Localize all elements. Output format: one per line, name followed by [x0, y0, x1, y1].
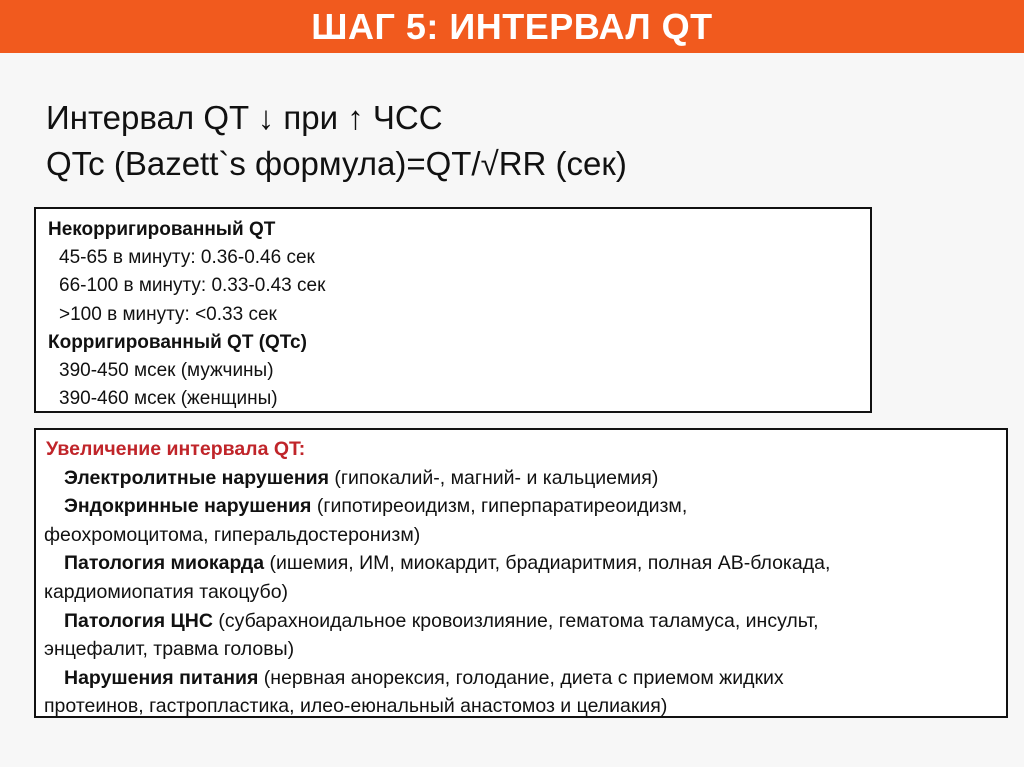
- cause-continuation: кардиомиопатия такоцубо): [44, 580, 289, 603]
- qt-norms-box: [34, 207, 872, 413]
- cause-continuation: протеинов, гастропластика, илео-еюнальный анастомоз и целиакия): [44, 695, 668, 718]
- intro-line-2: QTc (Bazett`s формула)=QT/√RR (сек): [46, 145, 627, 182]
- cause-detail: (нервная анорексия, голодание, диета с приемом жидких: [258, 666, 784, 689]
- intro-block: [46, 95, 627, 187]
- qt-prolongation-box: [34, 428, 1008, 718]
- cause-item-myocardium: [44, 549, 996, 578]
- uncorrected-item: >100 в минуту: <0.33 сек: [59, 303, 277, 325]
- corrected-heading: Корригированный QT (QTc): [48, 331, 307, 353]
- cause-item-nutrition: [44, 664, 996, 693]
- uncorrected-item: 66-100 в минуту: 0.33-0.43 сек: [59, 275, 326, 297]
- cause-item-cns: [44, 607, 996, 636]
- corrected-item: 390-450 мсек (мужчины): [59, 360, 274, 382]
- cause-detail: (ишемия, ИМ, миокардит, брадиаритмия, полная АВ-блокада,: [264, 552, 831, 575]
- cause-detail: (гипокалий-, магний- и кальциемия): [329, 466, 659, 489]
- cause-category: Нарушения питания: [64, 666, 259, 689]
- intro-line-1: Интервал QT ↓ при ↑ ЧСС: [46, 99, 443, 136]
- uncorrected-item: 45-65 в минуту: 0.36-0.46 сек: [59, 247, 315, 269]
- cause-category: Патология миокарда: [64, 552, 265, 575]
- cause-continuation: энцефалит, травма головы): [44, 638, 295, 661]
- cause-category: Эндокринные нарушения: [64, 495, 312, 518]
- cause-detail: (субарахноидальное кровоизлияние, гематома таламуса, инсульт,: [212, 609, 819, 632]
- page-title: ШАГ 5: ИНТЕРВАЛ QT: [311, 5, 713, 47]
- title-banner: [0, 0, 1024, 53]
- cause-item-endocrine: [44, 492, 996, 521]
- cause-category: Электролитные нарушения: [64, 466, 329, 489]
- cause-continuation: феохромоцитома, гиперальдостеронизм): [44, 523, 421, 546]
- corrected-item: 390-460 мсек (женщины): [59, 388, 278, 410]
- cause-detail: (гипотиреоидизм, гиперпаратиреоидизм,: [311, 495, 688, 518]
- uncorrected-heading: Некорригированный QT: [48, 219, 276, 240]
- cause-item-electrolyte: [44, 464, 996, 493]
- prolongation-heading: Увеличение интервала QT:: [46, 438, 306, 460]
- cause-category: Патология ЦНС: [64, 609, 213, 632]
